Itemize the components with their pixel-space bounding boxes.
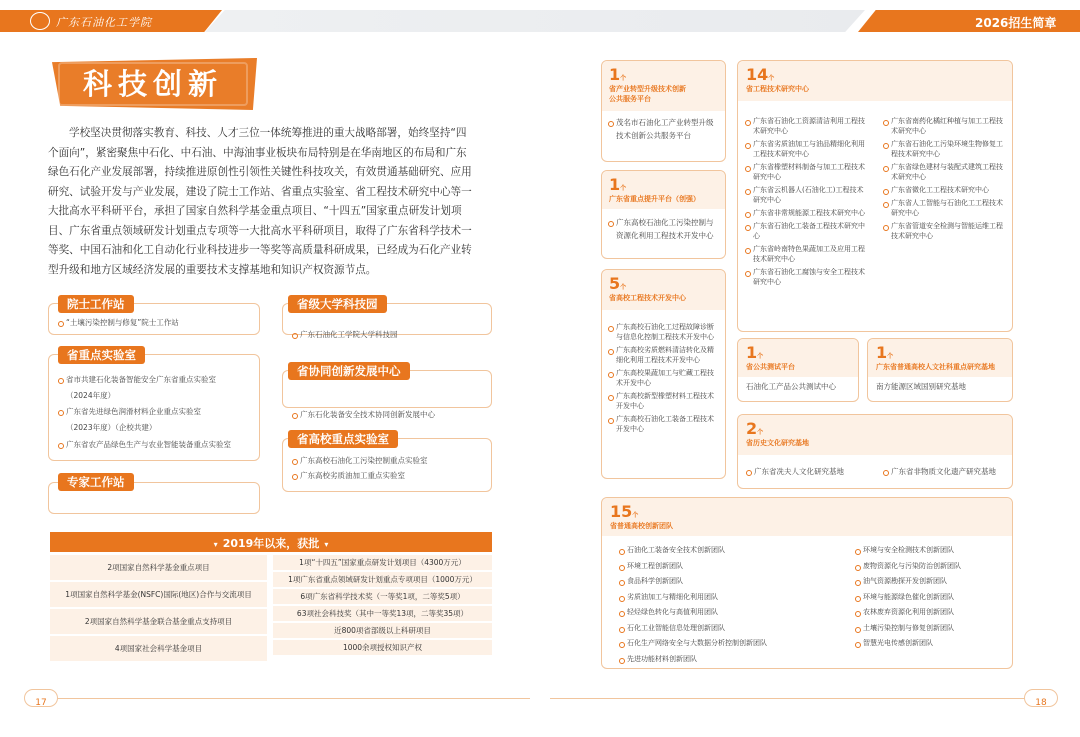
eng-research-item: 广东省绿色建材与装配式建筑工程技术研究中心 [883,162,1005,182]
innovation-team-item: 智慧光电传感创新团队 [855,638,1010,649]
eng-research-item: 广东省非常规能源工程技术研究中心 [745,208,867,218]
awards-right-col [273,555,492,655]
collab-item: 广东石化装备安全技术协同创新发展中心 [292,409,1080,422]
eng-research-item: 广东省人工智能与石油化工工程技术研究中心 [883,198,1005,218]
eng-research-item: 广东省劣质油加工与油品精细化利用工程技术研究中心 [745,139,867,159]
awards-left-col [50,555,267,661]
awards-row: 6项广东省科学技术奖（一等奖1项，二等奖5项） [273,589,492,604]
platform-unit: 个 [620,75,627,82]
eng-research-card [737,60,1013,332]
key-lab-item: 广东省先进绿色润滑材料企业重点实验室 [58,406,253,419]
univ-eng-dev-title: 省高校工程技术开发中心 [609,294,686,302]
univ-eng-dev-card [601,269,726,479]
key-upgrade-unit: 个 [620,185,627,192]
innovation-team-col2 [855,545,1010,649]
footer-line-right [550,698,1028,699]
collab-title: 省协同创新发展中心 [288,362,410,380]
header-left-fade [205,10,865,32]
eng-research-item: 广东省南药化橘红种植与加工工程技术研究中心 [883,116,1005,136]
innovation-team-item: 环境与能源绿色催化创新团队 [855,592,1010,603]
history-base-count: 2 [746,419,758,438]
intro-line: 研究、试验开发与产业发展，建设了院士工作站、省重点实验室、省工程技术研究中心等一 [48,185,472,198]
academician-title: 院士工作站 [58,295,134,313]
key-lab-item: 广东省农产品绿色生产与农业智能装备重点实验室 [58,439,253,452]
univ-eng-dev-item: 广东高校石油化工过程故障诊断与信息化控制工程技术开发中心 [608,322,719,342]
history-base-title: 省历史文化研究基地 [746,439,809,447]
eng-research-unit: 个 [768,75,775,82]
innovation-team-count: 15 [610,502,633,521]
innovation-team-item: 环境工程创新团队 [619,561,849,572]
univ-lab-item: 广东高校劣质油加工重点实验室 [292,470,428,483]
page-number-left [24,689,58,707]
innovation-team-unit: 个 [632,512,639,519]
intro-line: 个面向”，紧密聚焦中石化、中石油、中海油事业板块布局特别是在华南地区的布局和广东 [48,146,467,159]
awards-row: 2项国家自然科学基金重点项目 [50,555,267,580]
history-base-card [737,414,1013,489]
univ-eng-dev-item: 广东高校石油化工装备工程技术开发中心 [608,414,719,434]
awards-caret-icon: ▾ [213,540,218,549]
innovation-team-item: 油气资源勘探开发创新团队 [855,576,1010,587]
intro-line: 绿色石化产业发展部署，持续推进原创性引领性关键性科技攻关，有效贯通基础研究、应用 [48,166,472,178]
innovation-team-item: 环境与安全检测技术创新团队 [855,545,1010,556]
key-upgrade-title: 广东省重点提升平台（创强） [609,195,700,203]
univ-park-title: 省级大学科技园 [288,295,387,313]
platform-title: 省产业转型升级技术创新 [609,85,686,93]
innovation-team-item: 先进功能材料创新团队 [619,654,849,665]
public-test-title: 省公共测试平台 [746,363,795,371]
history-base-item: 广东省冼夫人文化研究基地 [746,466,844,479]
brochure-title: 2026招生简章 [975,16,1057,30]
school-logo-text: 广东石油化工学院 [56,16,152,29]
school-logo [30,12,50,30]
eng-research-title: 省工程技术研究中心 [746,85,809,93]
innovation-team-item: 土壤污染控制与修复创新团队 [855,623,1010,634]
awards-header [50,532,492,552]
univ-lab-title: 省高校重点实验室 [288,430,398,448]
awards-row: 4项国家社会科学基金项目 [50,636,267,661]
awards-caret-icon: ▾ [324,540,329,549]
univ-park-item: 广东石油化工学院大学科技园 [292,329,1080,342]
platform-count: 1 [609,65,621,84]
humanities-base-card [867,338,1013,402]
univ-eng-dev-count: 5 [609,274,621,293]
univ-eng-dev-item: 广东高校新型橡塑材料工程技术开发中心 [608,391,719,411]
intro-line: 型升级和地方区域经济发展的重要技术支撑基地和知识产权资源节点。 [48,263,377,276]
humanities-base-unit: 个 [887,353,894,360]
awards-row: 1000余项授权知识产权 [273,640,492,655]
awards-title: 2019年以来，获批 [222,537,320,550]
awards-row: 近800项省部级以上科研项目 [273,623,492,638]
innovation-team-card [601,497,1013,669]
humanities-base-count: 1 [876,343,888,362]
innovation-team-title: 省普通高校创新团队 [610,522,673,530]
intro-line: 等奖、中国石油和化工自动化行业科技进步一等奖等高质量科研成果，已经成为石化产业转 [48,244,472,256]
key-upgrade-card [601,170,726,259]
innovation-team-item: 劣质油加工与精细化利用团队 [619,592,849,603]
innovation-team-item: 轻烃绿色转化与高值利用团队 [619,607,849,618]
key-lab-title: 省重点实验室 [58,346,145,364]
humanities-base-title: 广东省普通高校人文社科重点研究基地 [876,363,995,371]
univ-lab-item: 广东高校石油化工污染控制重点实验室 [292,455,428,468]
eng-research-item: 广东省管道安全检测与智能运维工程技术研究中心 [883,221,1005,241]
key-lab-item: 省市共建石化装备智能安全广东省重点实验室 [58,374,253,387]
key-lab-item-note: （2024年度） [66,390,116,400]
key-lab-item-note: （2023年度）（企校共建） [66,422,157,432]
eng-research-item: 广东省橡塑材料制备与加工工程技术研究中心 [745,162,867,182]
page-number-right-text: 18 [1035,698,1047,708]
platform-card [601,60,726,162]
awards-row: 1项“十四五”国家重点研发计划项目（4300万元） [273,555,492,570]
innovation-team-item: 食品科学创新团队 [619,576,849,587]
innovation-team-item: 石化生产网络安全与大数据分析控制创新团队 [619,638,849,649]
academician-item: “土壤污染控制与修复”院士工作站 [58,317,1080,330]
intro-line: 学校坚决贯彻落实教育、科技、人才三位一体统筹推进的重大战略部署，始终坚持“四 [69,127,467,139]
univ-eng-dev-item: 广东高校劣质燃料清洁转化及精细化利用工程技术开发中心 [608,345,719,365]
eng-research-item: 广东省石油化工污染环境生物修复工程技术研究中心 [883,139,1005,159]
key-lab-list [58,374,253,452]
eng-research-item: 广东省石油化工装备工程技术研究中心 [745,221,867,241]
page-number-left-text: 17 [35,698,47,708]
public-test-item: 石油化工产品公共测试中心 [746,382,836,391]
awards-row: 2项国家自然科学基金联合基金重点支持项目 [50,609,267,634]
humanities-base-item: 南方能源区域国别研究基地 [876,382,966,391]
innovation-team-item: 石化工业智能信息处理创新团队 [619,623,849,634]
public-test-count: 1 [746,343,758,362]
eng-research-item: 广东省石油化工腐蚀与安全工程技术研究中心 [745,267,867,287]
awards-row: 1项国家自然科学基金(NSFC)国际(地区)合作与交流项目 [50,582,267,607]
eng-research-item: 广东省岭南特色果蔬加工及应用工程技术研究中心 [745,244,867,264]
footer-line-left [50,698,530,699]
univ-eng-dev-item: 广东高校果蔬加工与贮藏工程技术开发中心 [608,368,719,388]
eng-research-item: 广东省石油化工资源清洁利用工程技术研究中心 [745,116,867,136]
univ-lab-list [292,455,428,482]
innovation-team-item: 石油化工装备安全技术创新团队 [619,545,849,556]
section-heading: 科技创新 [83,67,224,101]
eng-research-count: 14 [746,65,769,84]
intro-paragraph [48,124,498,280]
history-base-unit: 个 [757,429,764,436]
eng-research-item: 广东省微化工工程技术研究中心 [883,185,1005,195]
expert-title: 专家工作站 [58,473,134,491]
key-upgrade-count: 1 [609,175,621,194]
intro-line: 大批高水平科研平台，承担了国家自然科学基金重点项目、“十四五”国家重点研发计划项 [48,205,462,217]
public-test-card [737,338,859,402]
innovation-team-item: 废物资源化与污染防治创新团队 [855,561,1010,572]
awards-row: 63项社会科技奖（其中一等奖13项，二等奖35项） [273,606,492,621]
platform-item: 茂名市石油化工产业转型升级技术创新公共服务平台 [608,117,719,142]
innovation-team-item: 农林废弃资源化利用创新团队 [855,607,1010,618]
eng-research-item: 广东省云机器人(石油化工)工程技术研究中心 [745,185,867,205]
public-test-unit: 个 [757,353,764,360]
awards-row: 1项广东省重点领域研发计划重点专项项目（1000万元） [273,572,492,587]
history-base-item: 广东省非物质文化遗产研究基地 [883,466,996,479]
eng-research-col2 [883,116,1005,241]
innovation-team-col1 [619,545,849,664]
page-number-right [1024,689,1058,707]
univ-eng-dev-unit: 个 [620,284,627,291]
eng-research-col1 [745,116,867,287]
intro-line: 目、广东省重点领域研发计划重点专项等一大批高水平科研项目，取得了广东省科学技术一 [48,224,472,237]
platform-title: 公共服务平台 [609,95,651,103]
key-upgrade-item: 广东高校石油化工污染控制与资源化利用工程技术开发中心 [608,217,719,242]
